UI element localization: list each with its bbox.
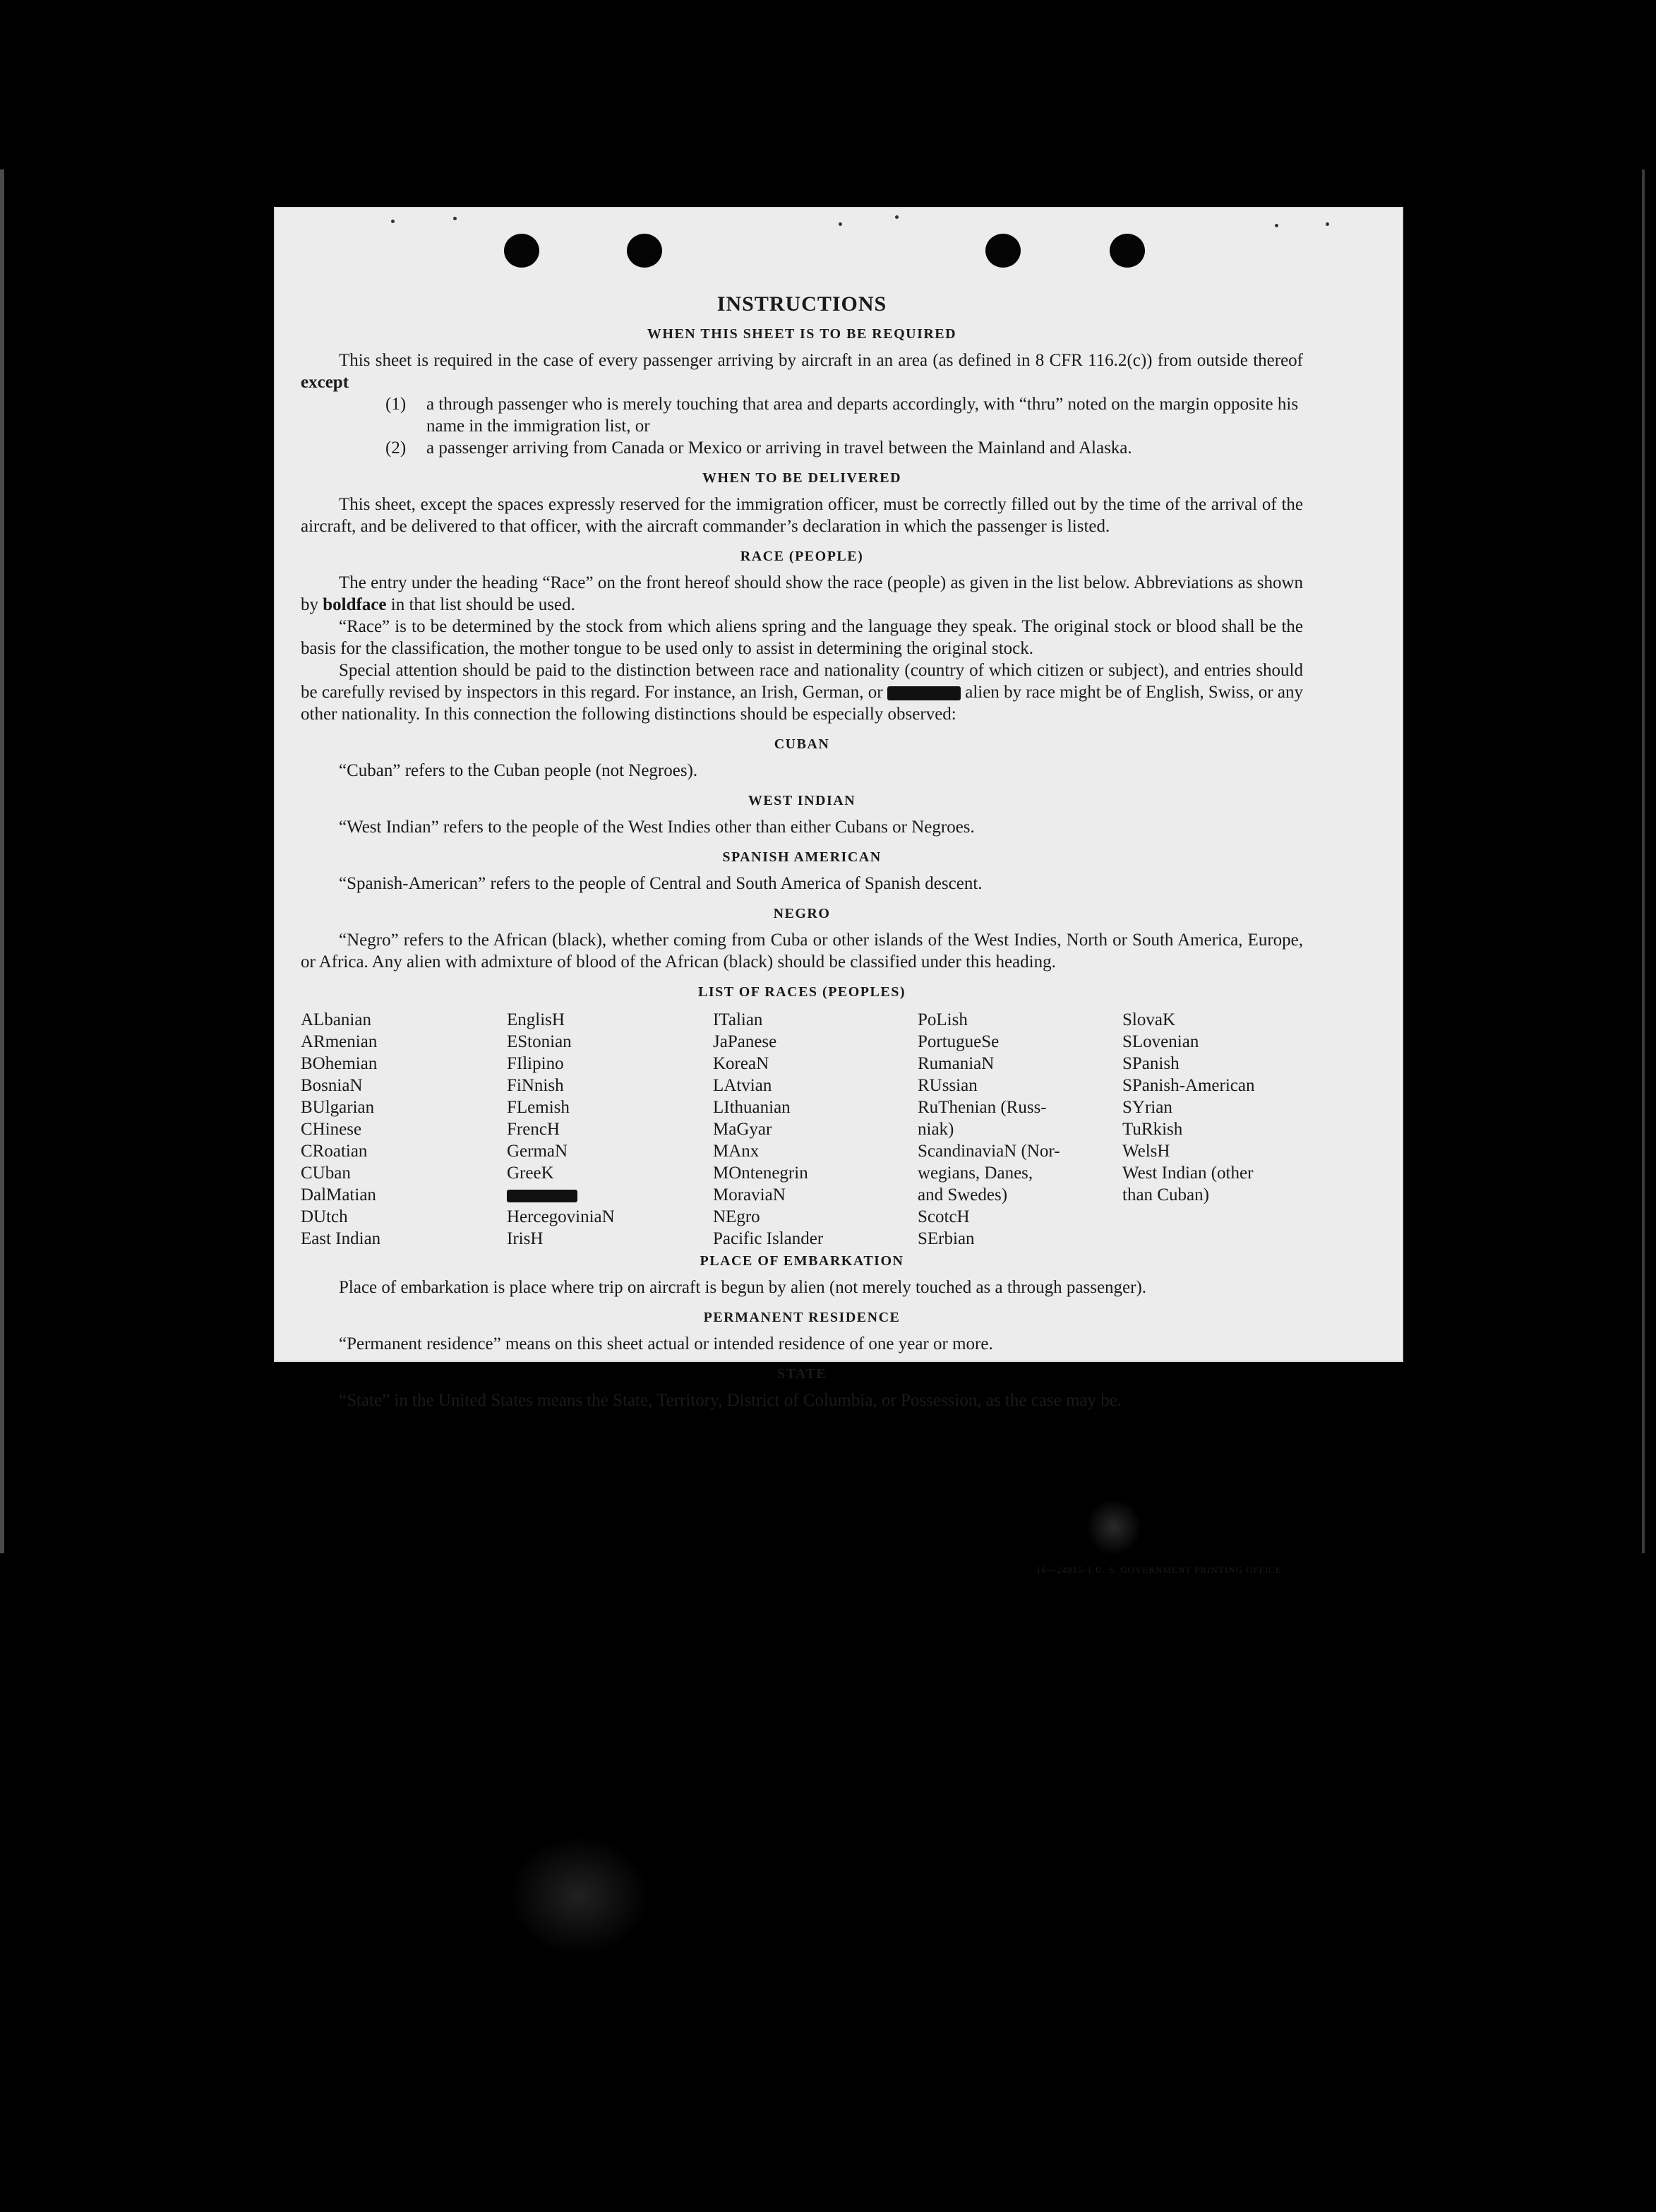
race-entry: LAtvian — [713, 1076, 772, 1095]
race-entry: SPanish-American — [1122, 1076, 1255, 1095]
race-entry: MoraviaN — [713, 1185, 786, 1204]
speck — [839, 222, 842, 226]
race-entry: SlovaK — [1122, 1010, 1175, 1029]
race-entry: GreeK — [507, 1164, 554, 1183]
race-entry: CHinese — [301, 1120, 362, 1139]
punch-hole — [985, 234, 1021, 268]
race-entry: LIthuanian — [713, 1098, 791, 1117]
race-entry: DalMatian — [301, 1185, 376, 1204]
race-entry: JaPanese — [713, 1032, 777, 1051]
race-entry: SPanish — [1122, 1054, 1180, 1073]
race-entry: SLovenian — [1122, 1032, 1199, 1051]
item-number: (2) — [385, 438, 407, 458]
race-entry: SErbian — [918, 1229, 975, 1248]
race-column-3 — [713, 1009, 925, 1250]
required-except: except — [301, 373, 349, 392]
west-indian-paragraph: “West Indian” refers to the people of the West Indies other than either Cubans or Negroes. — [339, 818, 975, 837]
section-heading-negro: NEGRO — [773, 906, 831, 921]
race-entry: East Indian — [301, 1229, 381, 1248]
printing-office-mark: 16—24915-1 U. S. GOVERNMENT PRINTING OFFICE — [1036, 1565, 1282, 1575]
race-paragraph-2: “Race” is to be determined by the stock from which aliens spring and the language they speak. The original stock or blood shall be the basis for the classification, the mother tongue to be used only to assist in determining the original stock. — [301, 617, 1303, 658]
section-heading-west-indian: WEST INDIAN — [748, 793, 856, 808]
speck — [1326, 222, 1329, 226]
race-entry: MOntenegrin — [713, 1164, 808, 1183]
race-entry-redacted — [507, 1184, 719, 1206]
race-entry: WelsH — [1122, 1142, 1170, 1161]
page-title: INSTRUCTIONS — [716, 292, 887, 316]
section-heading-residence: PERMANENT RESIDENCE — [703, 1310, 901, 1325]
race-entry: TuRkish — [1122, 1120, 1183, 1139]
race-entry: PoLish — [918, 1010, 968, 1029]
race-entry: CUban — [301, 1164, 351, 1183]
section-heading-state: STATE — [776, 1366, 827, 1382]
race-entry: BUlgarian — [301, 1098, 375, 1117]
race-entry: FIlipino — [507, 1054, 564, 1073]
race-column-5 — [1122, 1009, 1334, 1206]
race-entry: West Indian (other than Cuban) — [1122, 1164, 1254, 1204]
state-paragraph: “State” in the United States means the State, Territory, District of Columbia, or Possession, as the case may be. — [339, 1391, 1122, 1410]
film-edge-right — [1642, 169, 1645, 1553]
section-heading-delivered: WHEN TO BE DELIVERED — [702, 470, 902, 486]
race-entry: FiNnish — [507, 1076, 564, 1095]
race-p1-a: The entry under the heading “Race” on the front hereof should show the race (people) as given in the list below. Abbreviations as shown by — [301, 573, 1303, 614]
speck — [895, 215, 899, 219]
race-entry: CRoatian — [301, 1142, 368, 1161]
race-p3-b: alien by race might be of English, Swiss, or any other nationality. In this connection the following distinctions should be especially observed: — [301, 683, 1303, 724]
race-entry: ScotcH — [918, 1207, 970, 1226]
race-entry: EnglisH — [507, 1010, 565, 1029]
race-entry: IrisH — [507, 1229, 544, 1248]
race-entry: RUssian — [918, 1076, 978, 1095]
section-heading-race: RACE (PEOPLE) — [740, 549, 864, 564]
race-entry: NEgro — [713, 1207, 760, 1226]
stain — [1086, 1499, 1142, 1555]
race-entry: ITalian — [713, 1010, 763, 1029]
race-p1-b: in that list should be used. — [390, 595, 575, 614]
speck — [391, 220, 395, 223]
race-paragraph-1 — [301, 572, 1303, 616]
race-entry: ALbanian — [301, 1010, 371, 1029]
race-entry: ARmenian — [301, 1032, 378, 1051]
residence-paragraph: “Permanent residence” means on this sheet actual or intended residence of one year or more. — [339, 1334, 993, 1353]
film-artifact — [508, 1836, 649, 1956]
race-p1-bold: boldface — [323, 595, 387, 614]
section-heading-embarkation: PLACE OF EMBARKATION — [700, 1253, 904, 1269]
required-paragraph — [301, 349, 1303, 393]
required-item-2 — [301, 437, 1303, 459]
race-entry: SYrian — [1122, 1098, 1172, 1117]
redaction-mark — [507, 1190, 577, 1202]
instructions-body — [301, 293, 1303, 1411]
required-text-b: (c)) from outside thereof — [1127, 351, 1303, 370]
punch-hole — [1110, 234, 1145, 268]
race-entry: DUtch — [301, 1207, 348, 1226]
section-heading-required: WHEN THIS SHEET IS TO BE REQUIRED — [647, 326, 957, 342]
speck — [453, 217, 457, 220]
race-entry: BOhemian — [301, 1054, 378, 1073]
race-column-2 — [507, 1009, 719, 1250]
delivered-paragraph: This sheet, except the spaces expressly reserved for the immigration officer, must be correctly filled out by the time of the arrival of the aircraft, and be delivered to that officer, with the aircraft commander’s declaration in which the passenger is listed. — [301, 495, 1303, 536]
required-item-1 — [301, 393, 1303, 437]
redaction-mark — [887, 686, 961, 700]
item-text: a through passenger who is merely touching that area and departs accordingly, with “thru” noted on the margin opposite his name in the immigration list, or — [426, 395, 1299, 436]
cuban-paragraph: “Cuban” refers to the Cuban people (not Negroes). — [339, 761, 698, 780]
film-edge-left — [0, 169, 4, 1553]
race-entry: MAnx — [713, 1142, 760, 1161]
embarkation-paragraph: Place of embarkation is place where trip on aircraft is begun by alien (not merely touched as a through passenger). — [339, 1278, 1147, 1297]
section-heading-spanish-american: SPANISH AMERICAN — [722, 849, 882, 865]
race-paragraph-3 — [301, 659, 1303, 725]
race-entry: KoreaN — [713, 1054, 769, 1073]
race-entry: PortugueSe — [918, 1032, 1000, 1051]
punch-hole — [627, 234, 662, 268]
race-entry: MaGyar — [713, 1120, 772, 1139]
race-entry: EStonian — [507, 1032, 572, 1051]
race-entry: FLemish — [507, 1098, 570, 1117]
race-entry: RuThenian (Russ- niak) — [918, 1098, 1047, 1139]
race-entry: HercegoviniaN — [507, 1207, 615, 1226]
document-sheet — [274, 207, 1403, 1575]
section-heading-list: LIST OF RACES (PEOPLES) — [697, 984, 906, 1000]
race-column-1 — [301, 1009, 512, 1250]
race-entry: BosniaN — [301, 1076, 363, 1095]
item-number: (1) — [385, 395, 407, 414]
race-list — [301, 1009, 1303, 1248]
race-entry: FrencH — [507, 1120, 560, 1139]
negro-paragraph: “Negro” refers to the African (black), whether coming from Cuba or other islands of the West Indies, North or South America, Europe, or Africa. Any alien with admixture of blood of the African (black) should be classified under this heading. — [301, 931, 1303, 972]
punch-hole — [504, 234, 539, 268]
item-text: a passenger arriving from Canada or Mexico or arriving in travel between the Mainland and Alaska. — [426, 438, 1132, 458]
race-entry: Pacific Islander — [713, 1229, 824, 1248]
race-p3-a: Special attention should be paid to the distinction between race and nationality (country of which citizen or subject), and entries should be carefully revised by inspectors in this regard. For instance, an Irish, German, or — [301, 661, 1303, 702]
spanish-american-paragraph: “Spanish-American” refers to the people of Central and South America of Spanish descent. — [339, 874, 983, 893]
race-entry: RumaniaN — [918, 1054, 995, 1073]
race-entry: ScandinaviaN (Nor- wegians, Danes, and Swedes) — [918, 1142, 1060, 1204]
section-heading-cuban: CUBAN — [774, 736, 830, 752]
race-column-4 — [918, 1009, 1129, 1250]
required-text-a: This sheet is required in the case of every passenger arriving by aircraft in an area (as defined in 8 CFR 116.2 — [339, 351, 1127, 370]
race-entry: GermaN — [507, 1142, 568, 1161]
speck — [1275, 224, 1278, 227]
